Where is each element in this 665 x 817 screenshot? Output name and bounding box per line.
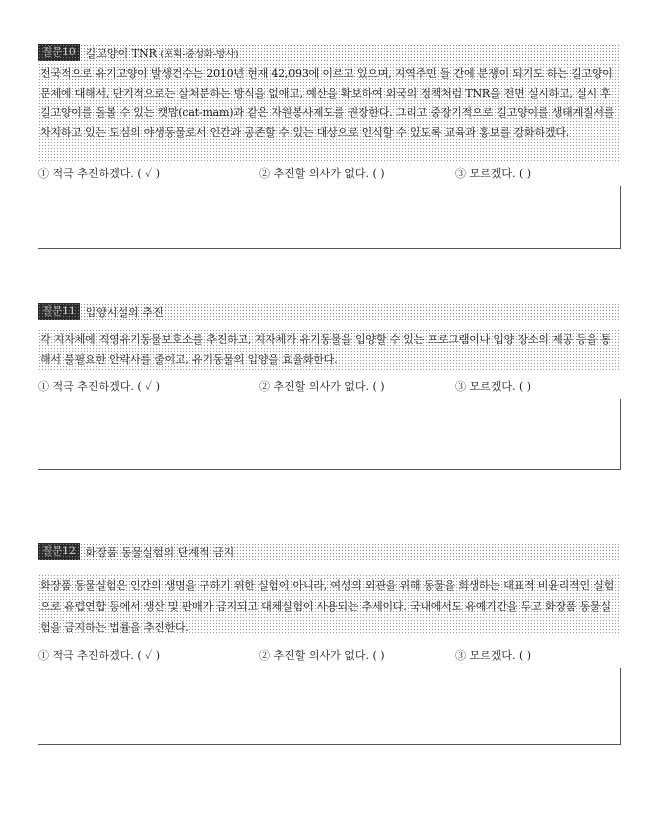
question-title xyxy=(86,45,239,61)
answer-box[interactable] xyxy=(38,399,621,470)
option-no-intention[interactable]: ② 추진할 의사가 없다. ( ) xyxy=(259,380,385,393)
answer-options xyxy=(38,164,621,182)
question-title xyxy=(86,544,235,560)
answer-options xyxy=(38,646,621,664)
option-dont-know[interactable]: ③ 모르겠다. ( ) xyxy=(455,380,532,393)
option-dont-know[interactable]: ③ 모르겠다. ( ) xyxy=(455,167,532,180)
question-12 xyxy=(38,543,621,745)
question-header xyxy=(38,303,621,320)
question-10 xyxy=(38,44,621,249)
question-header xyxy=(38,44,621,61)
option-no-intention[interactable]: ② 추진할 의사가 없다. ( ) xyxy=(259,649,385,662)
option-dont-know[interactable]: ③ 모르겠다. ( ) xyxy=(455,649,532,662)
question-title-sub: (포획-중성화-방사) xyxy=(160,48,239,60)
question-11 xyxy=(38,303,621,470)
option-actively-promote[interactable]: ① 적극 추진하겠다. ( ✓ ) xyxy=(38,380,161,393)
question-number: 질문12 xyxy=(38,543,80,560)
answer-box[interactable] xyxy=(38,186,621,249)
question-title-main: 입양시설의 추진 xyxy=(85,305,164,319)
option-no-intention[interactable]: ② 추진할 의사가 없다. ( ) xyxy=(259,167,385,180)
question-number: 질문10 xyxy=(38,44,80,61)
question-title-main: 화장품 동물실험의 단계적 금지 xyxy=(85,545,235,559)
question-body: 화장품 동물실험은 인간의 생명을 구하기 위한 실험이 아니라, 여성의 외관을 위해 동물을 희생하는 대표적 비윤리적인 실험으로 유럽연합 등에서 생산 및 판매가 금지되고 대체실험이 사용되는 추세이다. 국내에서도 유예기간을 두고 화장품 동물실험을 금지하는 법률을 추진한다. xyxy=(38,574,621,634)
option-actively-promote[interactable]: ① 적극 추진하겠다. ( ✓ ) xyxy=(38,649,161,662)
question-header xyxy=(38,543,621,560)
question-title-main: 길고양이 TNR xyxy=(85,46,157,60)
question-title xyxy=(86,304,164,320)
question-body: 각 지자체에 직영유기동물보호소를 추진하고, 지자체가 유기동물을 입양할 수 있는 프로그램이나 입양 장소의 제공 등을 통해서 불필요한 안락사를 줄이고, 유기동물의 입양을 효율화한다. xyxy=(38,329,621,371)
option-actively-promote[interactable]: ① 적극 추진하겠다. ( ✓ ) xyxy=(38,167,161,180)
answer-box[interactable] xyxy=(38,668,621,745)
answer-options xyxy=(38,377,621,395)
question-number: 질문11 xyxy=(38,303,80,320)
question-body: 전국적으로 유기고양이 발생건수는 2010년 현재 42,093에 이르고 있으며, 지역주민 들 간에 분쟁이 되기도 하는 길고양이문제에 대해서, 단기적으로는 살처분하는 방식을 없애고, 예산을 확보하여 외국의 정책처럼 TNR을 전면 실시하고, 실시 후 길고양이를 돌볼 수 있는 캣맘(cat-mam)과 같은 자원봉사제도를 권장한다. 그리고 중장기적으로 길고양이를 생태계질서를 차지하고 있는 도심의 야생동물로서 인간과 공존할 수 있는 대상으로 인식할 수 있도록 교육과 홍보를 강화하겠다. xyxy=(38,63,621,162)
